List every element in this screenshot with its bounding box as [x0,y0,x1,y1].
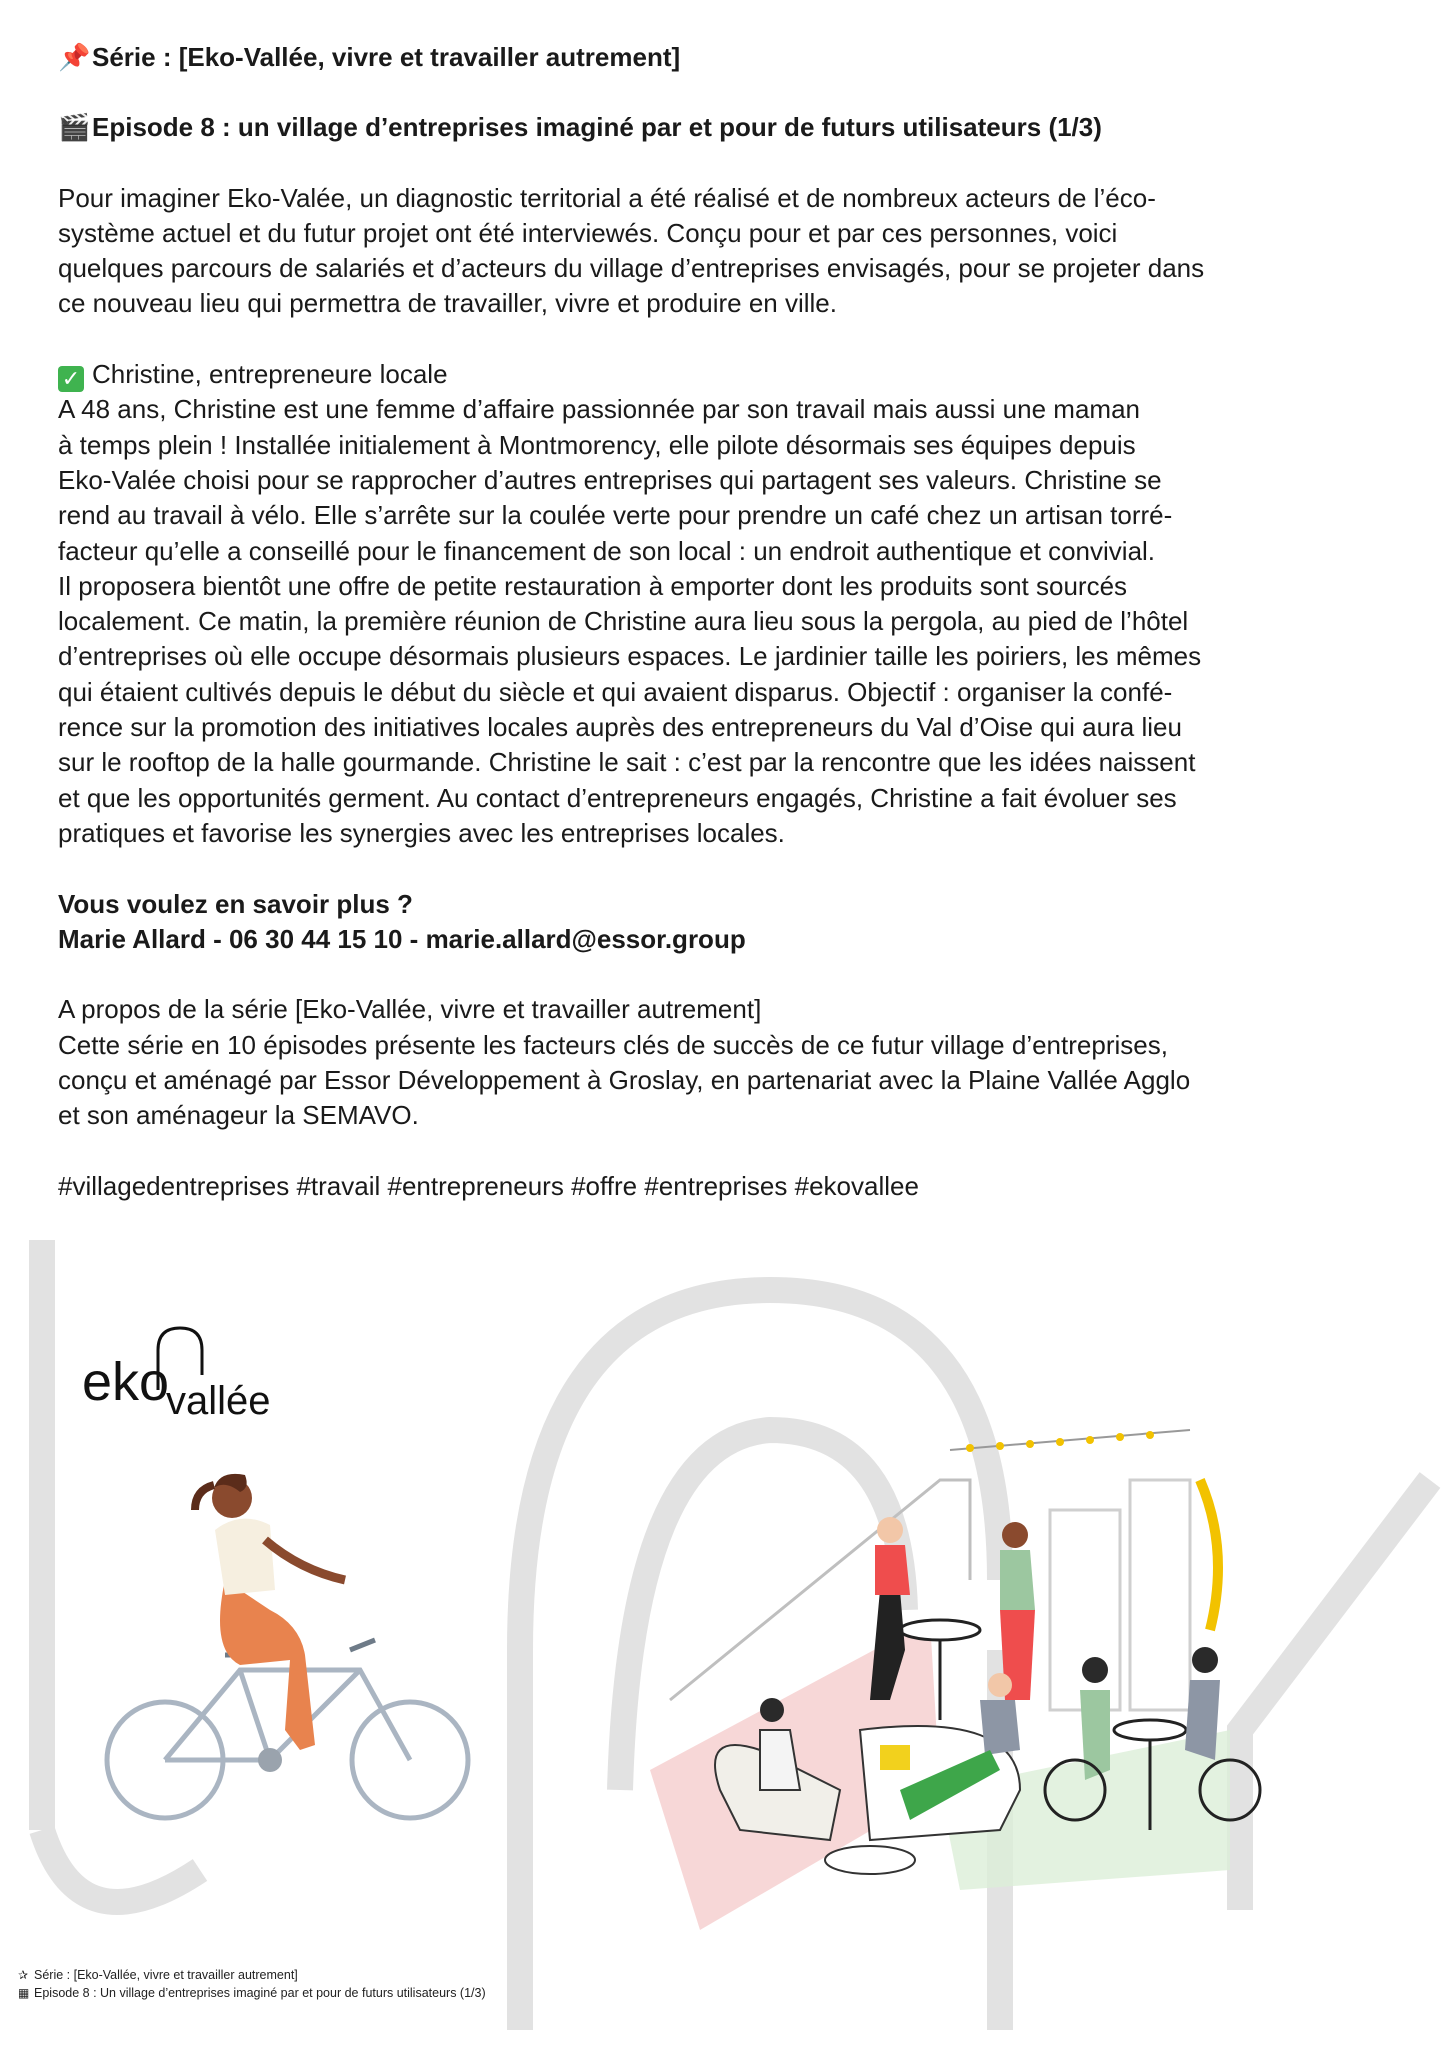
persona-line: à temps plein ! Installée initialement à Montmorency, elle pilote désormais ses équipes depuis [58,429,1136,460]
persona-line: et que les opportunités germent. Au contact d’entrepreneurs engagés, Christine a fait évoluer ses [58,782,1177,813]
clapperboard-icon: ▦ [18,1986,30,2000]
eko-vallee-logo [82,1328,271,1423]
persona-line: facteur qu’elle a conseillé pour le financement de son local : un endroit authentique et convivial. [58,535,1156,566]
footer-series: ✰ Série : [Eko-Vallée, vivre et travailler autrement] [18,1968,298,1982]
persona-line: Eko-Valée choisi pour se rapprocher d’autres entreprises qui partagent ses valeurs. Christine se [58,464,1162,495]
contact-line[interactable]: Marie Allard - 06 30 44 15 10 - marie.allard@essor.group [58,923,746,954]
illustration [0,1230,1448,2048]
hashtags[interactable]: #villagedentreprises #travail #entrepreneurs #offre #entreprises #ekovallee [58,1170,919,1201]
svg-text:eko: eko [82,1352,170,1412]
persona-line: rence sur la promotion des initiatives locales auprès des entrepreneurs du Val d’Oise qui aura lieu [58,712,1182,743]
persona-line: A 48 ans, Christine est une femme d’affaire passionnée par son travail mais aussi une maman [58,394,1140,425]
footer-episode: ▦ Episode 8 : Un village d’entreprises imaginé par et pour de futurs utilisateurs (1/3) [18,1986,486,2000]
series-title: 📌Série : [Eko-Vallée, vivre et travailler autrement] [58,40,1398,75]
about-line: Cette série en 10 épisodes présente les facteurs clés de succès de ce futur village d’entreprises, [58,1029,1168,1060]
persona-line: d’entreprises où elle occupe désormais plusieurs espaces. Le jardinier taille les poiriers, les mêmes [58,641,1202,672]
persona-line: qui étaient cultivés depuis le début du siècle et qui avaient disparus. Objectif : organiser la confé- [58,676,1173,707]
persona-line: pratiques et favorise les synergies avec les entreprises locales. [58,817,785,848]
persona-heading: ✓ Christine, entrepreneure locale [58,357,1398,392]
intro-line: ce nouveau lieu qui permettra de travailler, vivre et produire en ville. [58,288,837,319]
terrace-scene-illustration [650,1430,1260,1930]
episode-title: 🎬Episode 8 : un village d’entreprises imaginé par et pour de futurs utilisateurs (1/3) [58,110,1398,145]
svg-text:vallée: vallée [166,1379,271,1423]
footer [18,1966,486,2002]
contact-question: Vous voulez en savoir plus ? [58,888,413,919]
about-paragraph [58,992,1398,1133]
about-line: A propos de la série [Eko-Vallée, vivre et travailler autrement] [58,994,762,1025]
check-mark-icon: ✓ [58,366,84,392]
persona-paragraph [58,392,1398,851]
persona-line: sur le rooftop de la halle gourmande. Christine le sait : c’est par la rencontre que les idées naissent [58,747,1196,778]
clapperboard-icon: 🎬 [58,112,91,143]
pushpin-icon: 📌 [58,42,91,72]
about-line: et son aménageur la SEMAVO. [58,1100,419,1131]
cyclist-illustration [107,1474,468,1818]
pushpin-icon: ✰ [18,1968,29,1982]
intro-line: Pour imaginer Eko-Valée, un diagnostic territorial a été réalisé et de nombreux acteurs de l’éco- [58,182,1156,213]
intro-line: système actuel et du futur projet ont été interviewés. Conçu pour et par ces personnes, voici [58,217,1118,248]
about-line: conçu et aménagé par Essor Développement à Groslay, en partenariat avec la Plaine Vallée Agglo [58,1065,1191,1096]
persona-line: localement. Ce matin, la première réunion de Christine aura lieu sous la pergola, au pied de l’hôtel [58,606,1189,637]
post-content [58,40,1398,1204]
persona-line: rend au travail à vélo. Elle s’arrête sur la coulée verte pour prendre un café chez un artisan torré- [58,500,1173,531]
intro-line: quelques parcours de salariés et d’acteurs du village d’entreprises envisagés, pour se projeter dans [58,253,1205,284]
persona-line: Il proposera bientôt une offre de petite restauration à emporter dont les produits sont sourcés [58,570,1128,601]
intro-paragraph [58,181,1398,322]
